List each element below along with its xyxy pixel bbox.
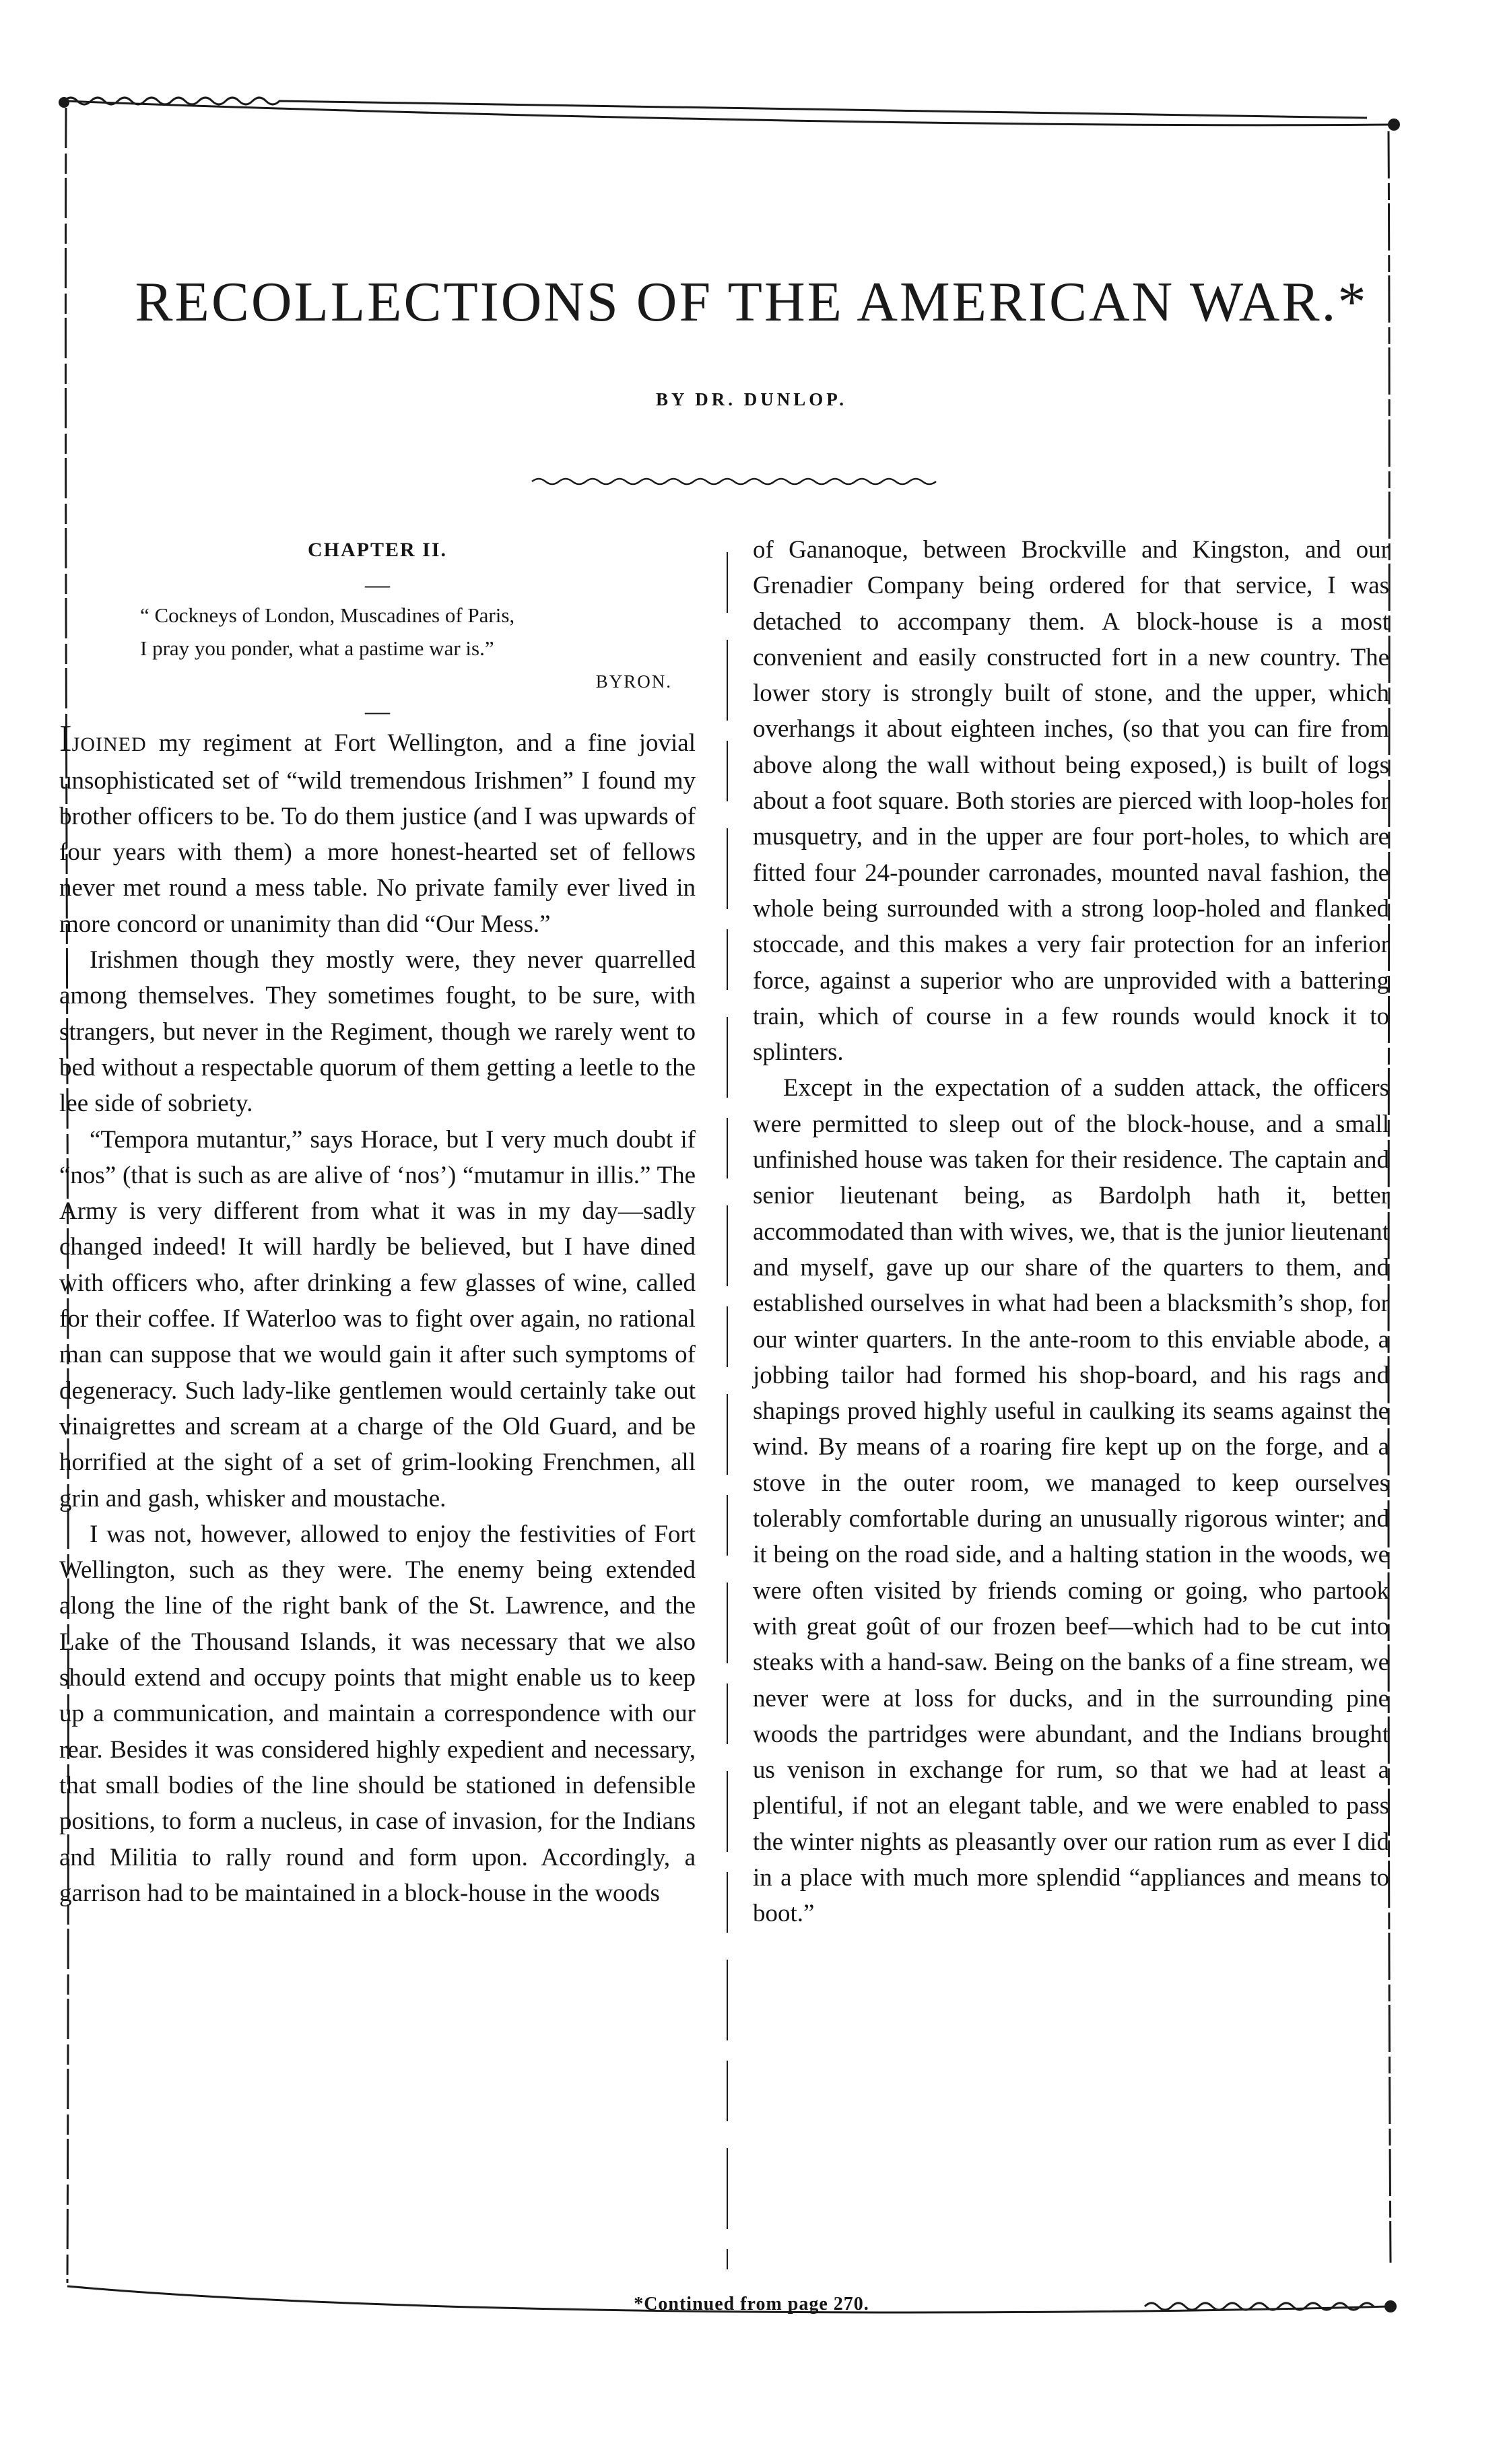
byline: BY DR. DUNLOP. <box>655 389 848 409</box>
right-column <box>753 532 1389 1932</box>
chapter-heading: CHAPTER II. <box>307 539 448 561</box>
paragraph-1: IJOINED my regiment at Fort Wellington, and a fine jovial unsophisticated set of “wild tremendous Irishmen” I found my brother officers to be. To do them justice (and I was upwards of four years with them) a more honest-hearted set of fellows never met round a mess table. No private family ever lived in more concord or unanimity than did “Our Mess.” <box>59 718 696 938</box>
left-column <box>59 532 696 1911</box>
footnote: *Continued from page 270. <box>634 2294 869 2315</box>
article-title: RECOLLECTIONS OF THE AMERICAN WAR.* <box>135 271 1368 333</box>
epigraph-line-2: I pray you ponder, what a pastime war is.” <box>140 636 494 661</box>
paragraph-3: “Tempora mutantur,” says Horace, but I very much doubt if “nos” (that is such as are alive of ‘nos’) “mutamur in illis.” The Army is very different from what it was in my day—sadly changed indeed! It will hardly be believed, but I have dined with officers who, after drinking a few glasses of wine, called for their coffee. If Waterloo was to fight over again, no rational man can suppose that we would gain it after such symptoms of degeneracy. Such lady-like gentlemen would certainly take out vinaigrettes and scream at a charge of the Old Guard, and be horrified at the sight of a set of grim-looking Frenchmen, all grin and gash, whisker and moustache. <box>59 1125 696 1512</box>
top-left-ornament <box>59 97 69 108</box>
title-underline-squiggle <box>532 479 936 484</box>
first-word: JOINED <box>71 733 147 756</box>
paragraph-5: of Gananoque, between Brockville and Kingston, and our Grenadier Company being ordered for that service, I was detached to accompany them. A block-house is a most convenient and easily constructed fort in a new country. The lower story is strongly built of stone, and the upper, which overhangs it about eighteen inches, (so that you can fire from above along the wall without being exposed,) is built of logs about a foot square. Both stories are pierced with loop-holes for musquetry, and in the upper are four port-holes, to which are fitted four 24-pounder carronades, mounted naval fashion, the whole being surrounded with a strong loop-holed and flanked stoccade, and this makes a very fair protection for an inferior force, against a superior who are unprovided with a battering train, which of course in a few rounds would knock it to splinters. <box>753 536 1389 1067</box>
epigraph-attribution: BYRON. <box>595 671 672 692</box>
drop-initial: I <box>59 718 72 760</box>
epigraph-line-1: “ Cockneys of London, Muscadines of Paris, <box>140 603 515 628</box>
paragraph-6: Except in the expectation of a sudden attack, the officers were permitted to sleep out of the block-house, and a small unfinished house was taken for their residence. The captain and senior lieutenant being, as Bardolph hath it, better accommodated than with wives, we, that is the junior lieutenant and myself, gave up our share of the quarters to them, and established ourselves in what had been a blacksmith’s shop, for our winter quarters. In the ante-room to this enviable abode, a jobbing tailor had formed his shop-board, and his rags and shapings proved highly useful in caulking its seams against the wind. By means of a roaring fire kept up on the forge, and a stove in the outer room, we managed to keep ourselves tolerably comfortable during an unusually rigorous winter; and it being on the road side, and a halting station in the woods, we were often visited by friends coming or going, who partook with great goût of our frozen beef—which had to be cut into steaks with a hand-saw. Being on the banks of a fine stream, we never were at loss for ducks, and in the surrounding pine woods the partridges were abundant, and the Indians brought us venison in exchange for rum, so that we had at least a plentiful, if not an elegant table, and we were enabled to pass the winter nights as pleasantly over our ration rum as ever I did in a place with much more splendid “appliances and means to boot.” <box>753 1074 1389 1928</box>
paragraph-2: Irishmen though they mostly were, they never quarrelled among themselves. They sometimes fought, to be sure, with strangers, but never in the Regiment, though we rarely went to bed without a respectable quorum of them getting a leetle to the lee side of sobriety. <box>59 946 696 1118</box>
paragraph-4: I was not, however, allowed to enjoy the festivities of Fort Wellington, such as they were. The enemy being extended along the line of the right bank of the St. Lawrence, and the Lake of the Thousand Islands, it was necessary that we also should extend and occupy points that might enable us to keep up a communication, and maintain a correspondence with our rear. Besides it was considered highly expedient and necessary, that small bodies of the line should be stationed in defensible positions, to form a nucleus, in case of invasion, for the Indians and Militia to rally round and form upon. Accordingly, a garrison had to be maintained in a block-house in the woods <box>59 1520 696 1907</box>
top-border-line <box>64 101 1394 125</box>
top-right-ornament <box>1388 119 1400 131</box>
chapter-dash: — <box>365 571 390 599</box>
epigraph-dash: — <box>365 698 390 726</box>
